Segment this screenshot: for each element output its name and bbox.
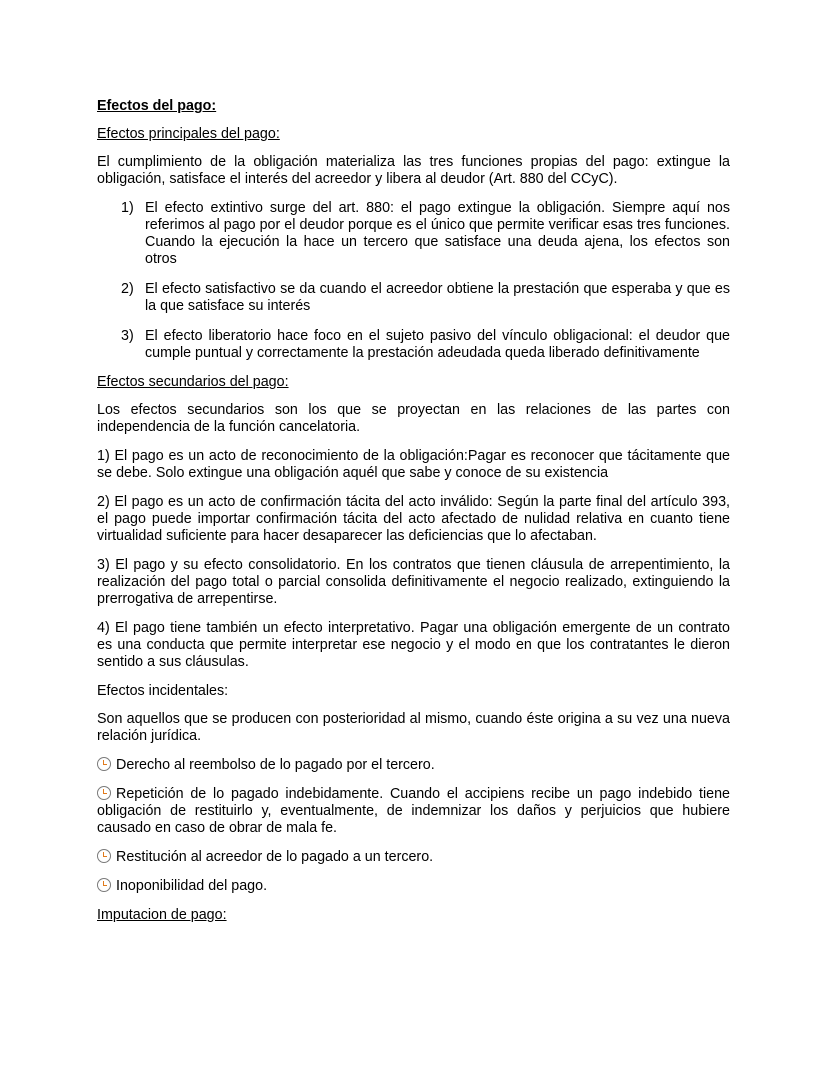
secundarios-intro: Los efectos secundarios son los que se proyectan en las relaciones de las partes con independencia de la función cancelatoria. xyxy=(97,402,730,435)
bullet-text: Inoponibilidad del pago. xyxy=(116,878,268,894)
clock-icon xyxy=(97,757,111,771)
secundarios-paragraph: 3) El pago y su efecto consolidatorio. En los contratos que tienen cláusula de arrepentimiento, la realización del pago total o parcial consolida definitivamente el negocio realizado, extinguiendo la prerrogativa de arrepentirse. xyxy=(97,557,730,607)
clock-icon xyxy=(97,878,111,892)
section-heading-incidentales: Efectos incidentales: xyxy=(97,683,229,699)
list-item-text: El efecto liberatorio hace foco en el sujeto pasivo del vínculo obligacional: el deudor que cumple puntual y correctamente la prestación adeudada queda liberado definitivamente xyxy=(145,328,730,361)
secundarios-paragraph: 2) El pago es un acto de confirmación tácita del acto inválido: Según la parte final del artículo 393, el pago puede importar confirmación tácita del acto afectado de nulidad relativa en cuanto tiene virtualidad suficiente para hacer desaparecer las deficiencias que lo afectaban. xyxy=(97,494,730,544)
section-heading-imputacion: Imputacion de pago: xyxy=(97,907,227,923)
list-item-number: 2) xyxy=(121,281,134,297)
list-item-number: 1) xyxy=(121,200,134,216)
incidentales-bullet xyxy=(97,849,730,866)
section-heading-secundarios: Efectos secundarios del pago: xyxy=(97,374,289,390)
section-heading-principales: Efectos principales del pago: xyxy=(97,126,280,142)
list-item xyxy=(121,281,730,315)
list-item xyxy=(121,200,730,268)
principales-intro: El cumplimiento de la obligación materializa las tres funciones propias del pago: extingue la obligación, satisface el interés del acreedor y libera al deudor (Art. 880 del CCyC). xyxy=(97,154,730,187)
list-item-text: El efecto satisfactivo se da cuando el acreedor obtiene la prestación que esperaba y que es la que satisface su interés xyxy=(145,281,730,314)
list-item-text: El efecto extintivo surge del art. 880: el pago extingue la obligación. Siempre aquí nos referimos al pago por el deudor porque es el único que permite verificar esas tres funciones. Cuando la ejecución la hace un tercero que satisface una deuda ajena, los efectos son otros xyxy=(145,200,730,267)
secundarios-paragraph: 4) El pago tiene también un efecto interpretativo. Pagar una obligación emergente de un contrato es una conducta que permite interpretar ese negocio y el modo en que los contratantes le dieron sentido a sus cláusulas. xyxy=(97,620,730,670)
document-title: Efectos del pago: xyxy=(97,98,217,114)
bullet-text: Repetición de lo pagado indebidamente. Cuando el accipiens recibe un pago indebido tiene obligación de restituirlo y, eventualmente, de indemnizar los daños y perjuicios que hubiere causado en caso de obrar de mala fe. xyxy=(97,786,730,836)
incidentales-intro: Son aquellos que se producen con posterioridad al mismo, cuando éste origina a su vez una nueva relación jurídica. xyxy=(97,711,730,744)
incidentales-bullet xyxy=(97,786,730,837)
clock-icon xyxy=(97,849,111,863)
clock-icon xyxy=(97,786,111,800)
list-item-number: 3) xyxy=(121,328,134,344)
incidentales-bullet xyxy=(97,878,730,895)
document-page xyxy=(97,98,730,935)
incidentales-bullet xyxy=(97,757,730,774)
list-item xyxy=(121,328,730,362)
principales-list xyxy=(97,200,730,362)
bullet-text: Restitución al acreedor de lo pagado a un tercero. xyxy=(116,849,434,865)
secundarios-paragraph: 1) El pago es un acto de reconocimiento de la obligación:Pagar es reconocer que tácitamente que se debe. Solo extingue una obligación aquél que sabe y conoce de su existencia xyxy=(97,448,730,481)
bullet-text: Derecho al reembolso de lo pagado por el tercero. xyxy=(116,757,435,773)
